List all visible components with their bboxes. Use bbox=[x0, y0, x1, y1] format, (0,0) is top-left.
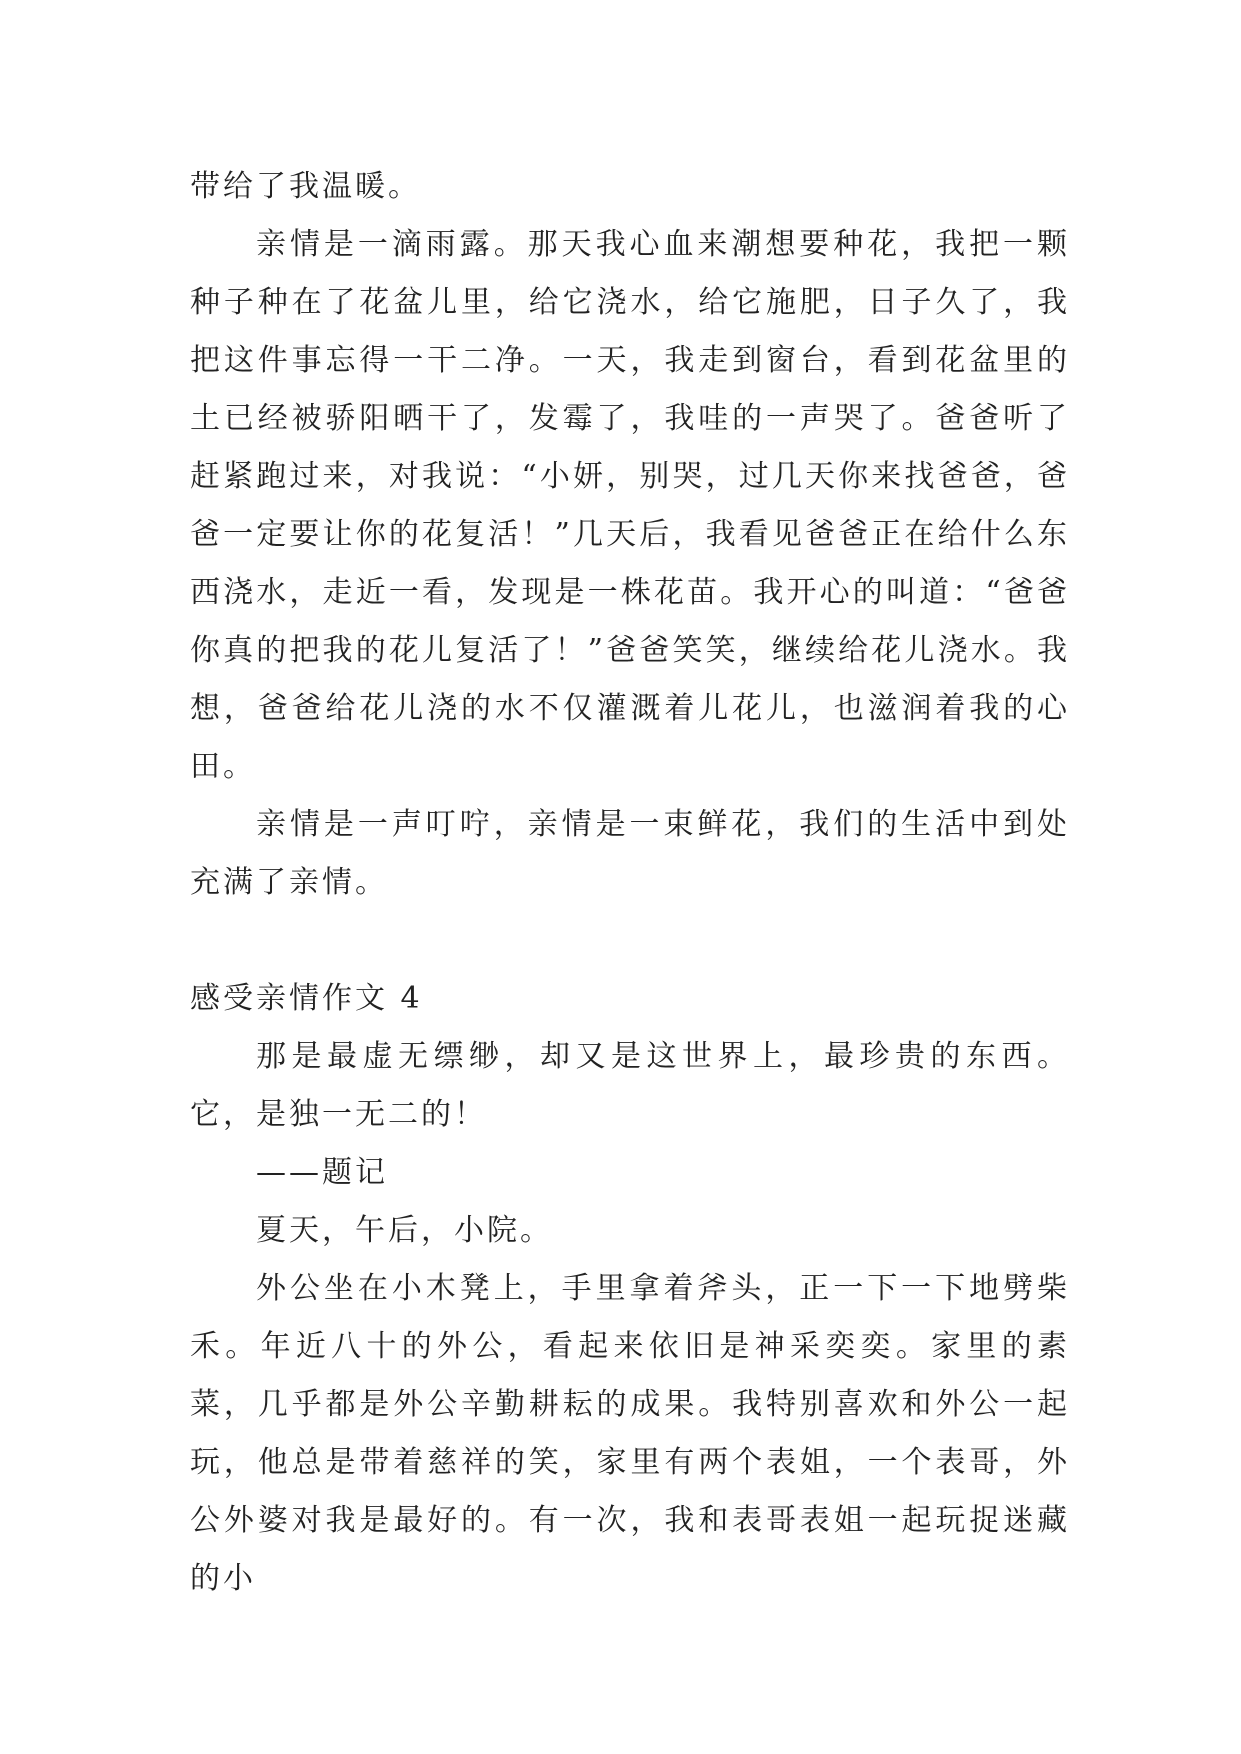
section-title: 感受亲情作文 4 bbox=[190, 981, 423, 1016]
section-spacer bbox=[190, 912, 1070, 970]
paragraph: 带给了我温暖。 bbox=[190, 169, 421, 204]
document-body bbox=[190, 158, 1070, 1608]
paragraph: ——题记 bbox=[256, 1155, 388, 1190]
paragraph: 亲情是一声叮咛，亲情是一束鲜花，我们的生活中到处充满了亲情。 bbox=[190, 807, 1070, 900]
paragraph: 外公坐在小木凳上，手里拿着斧头，正一下一下地劈柴禾。年近八十的外公，看起来依旧是神采奕奕。家里的素菜，几乎都是外公辛勤耕耘的成果。我特别喜欢和外公一起玩，他总是带着慈祥的笑，家里有两个表姐，一个表哥，外公外婆对我是最好的。有一次，我和表哥表姐一起玩捉迷藏的小 bbox=[190, 1271, 1070, 1596]
paragraph: 夏天，午后，小院。 bbox=[256, 1213, 553, 1248]
paragraph: 那是最虚无缥缈，却又是这世界上，最珍贵的东西。它，是独一无二的！ bbox=[190, 1039, 1070, 1132]
paragraph: 亲情是一滴雨露。那天我心血来潮想要种花，我把一颗种子种在了花盆儿里，给它浇水，给它施肥，日子久了，我把这件事忘得一干二净。一天，我走到窗台，看到花盆里的土已经被骄阳晒干了，发霉了，我哇的一声哭了。爸爸听了赶紧跑过来，对我说：“小妍，别哭，过几天你来找爸爸，爸爸一定要让你的花复活！”几天后，我看见爸爸正在给什么东西浇水，走近一看，发现是一株花苗。我开心的叫道：“爸爸你真的把我的花儿复活了！”爸爸笑笑，继续给花儿浇水。我想，爸爸给花儿浇的水不仅灌溉着儿花儿，也滋润着我的心田。 bbox=[190, 227, 1070, 784]
